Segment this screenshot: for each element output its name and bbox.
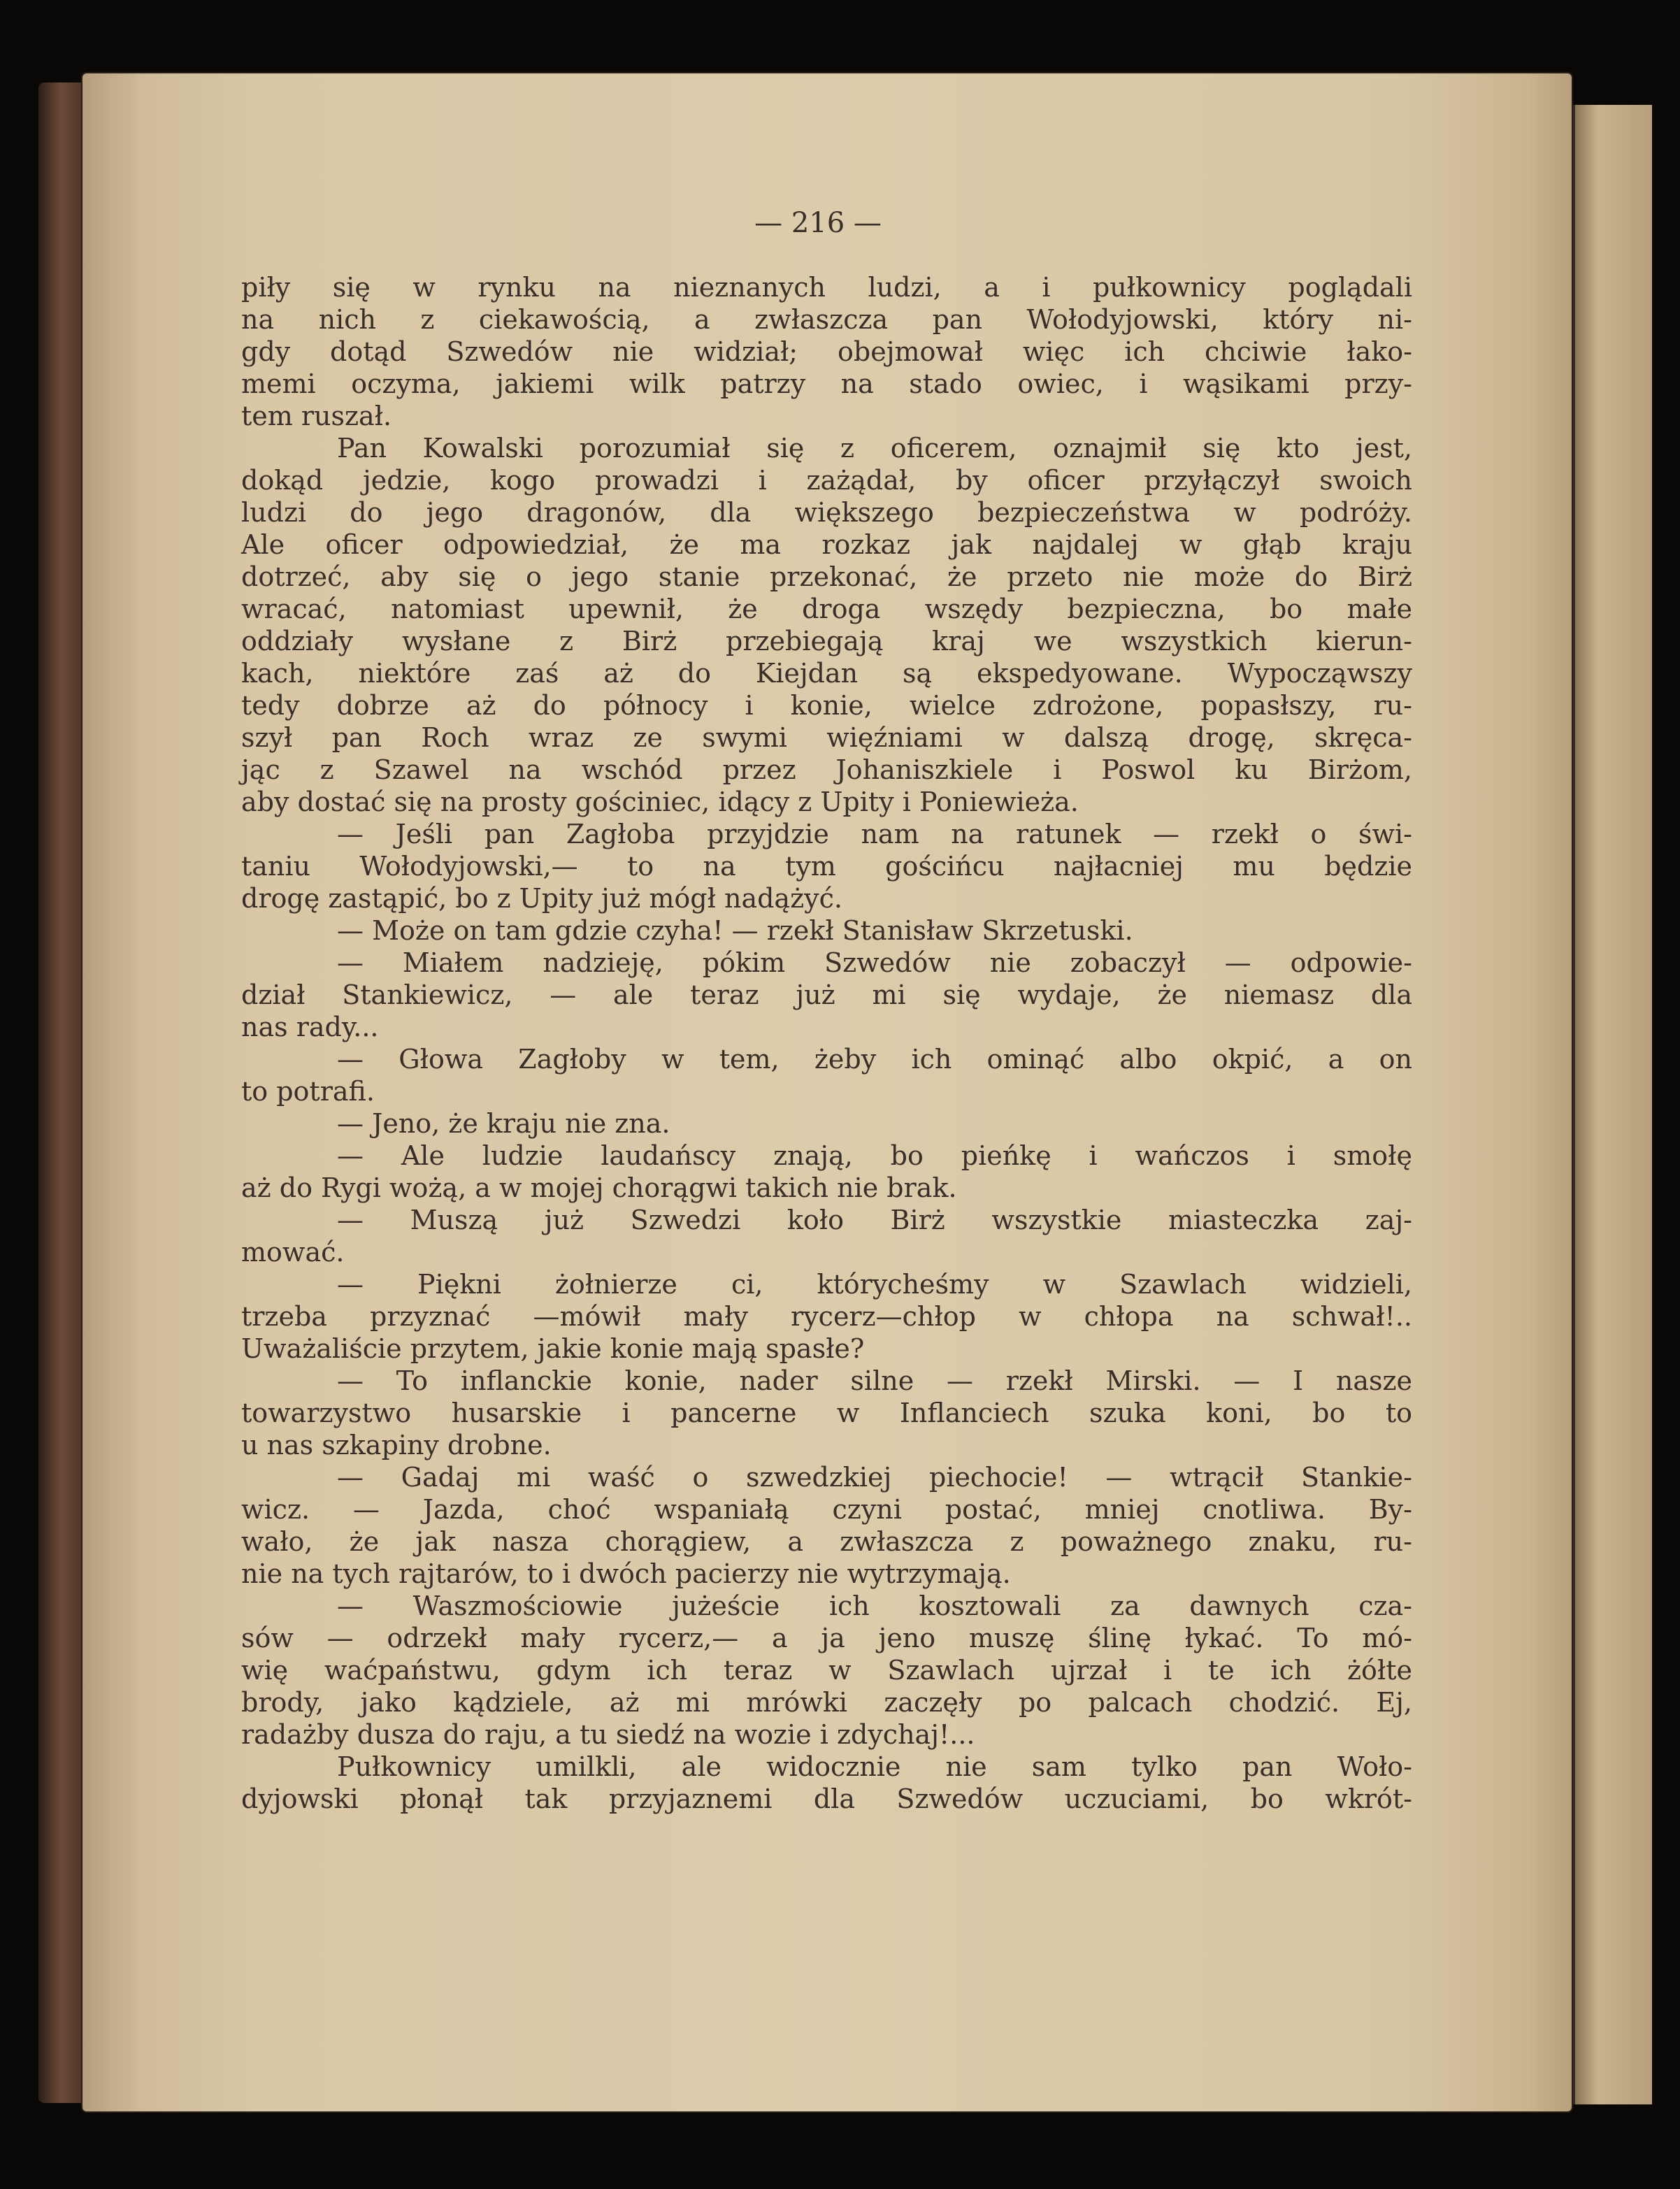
book-binding-edge bbox=[38, 82, 87, 2103]
text-line: trzeba przyznać —mówił mały rycerz—chłop w chłopa na schwał!.. bbox=[241, 1301, 1412, 1332]
text-line: sów — odrzekł mały rycerz,— a ja jeno muszę ślinę łykać. To mó- bbox=[241, 1623, 1412, 1653]
text-line: towarzystwo husarskie i pancerne w Inflanciech szuka koni, bo to bbox=[241, 1398, 1412, 1428]
text-line: — Waszmościowie jużeście ich kosztowali za dawnych cza- bbox=[337, 1591, 1412, 1621]
text-line: — Jeno, że kraju nie zna. bbox=[337, 1108, 670, 1139]
text-line: wicz. — Jazda, choć wspaniałą czyni postać, mniej cnotliwa. By- bbox=[241, 1494, 1412, 1525]
text-line: wracać, natomiast upewnił, że droga wszędy bezpieczna, bo małe bbox=[241, 594, 1412, 624]
text-line: dział Stankiewicz, — ale teraz już mi się wydaje, że niemasz dla bbox=[241, 979, 1412, 1010]
text-line: u nas szkapiny drobne. bbox=[241, 1430, 552, 1460]
text-line: tem ruszał. bbox=[241, 401, 392, 431]
text-line: Pułkownicy umilkli, ale widocznie nie sam tylko pan Woło- bbox=[337, 1751, 1412, 1782]
text-line: mować. bbox=[241, 1237, 345, 1268]
text-line: — Ale ludzie laudańscy znają, bo pieńkę i wańczos i smołę bbox=[337, 1140, 1412, 1171]
text-line: nie na tych rajtarów, to i dwóch pacierzy nie wytrzymają. bbox=[241, 1558, 1011, 1589]
text-line: nas rady... bbox=[241, 1012, 379, 1042]
text-line: jąc z Szawel na wschód przez Johaniszkiele i Poswol ku Birżom, bbox=[241, 754, 1412, 785]
text-line: — Głowa Zagłoby w tem, żeby ich ominąć albo okpić, a on bbox=[337, 1044, 1412, 1075]
facing-page-edge bbox=[1573, 105, 1652, 2104]
text-line: dotrzeć, aby się o jego stanie przekonać, że przeto nie może do Birż bbox=[241, 561, 1412, 592]
text-line: tedy dobrze aż do północy i konie, wielce zdrożone, popasłszy, ru- bbox=[241, 690, 1412, 721]
text-line: wało, że jak nasza chorągiew, a zwłaszcza z poważnego znaku, ru- bbox=[241, 1526, 1412, 1557]
text-line: wię waćpaństwu, gdym ich teraz w Szawlach ujrzał i te ich żółte bbox=[241, 1655, 1412, 1686]
text-line: oddziały wysłane z Birż przebiegają kraj we wszystkich kierun- bbox=[241, 626, 1412, 656]
text-line: Uważaliście przytem, jakie konie mają spasłe? bbox=[241, 1333, 865, 1364]
text-line: dokąd jedzie, kogo prowadzi i zażądał, by oficer przyłączył swoich bbox=[241, 465, 1412, 496]
text-line: dyjowski płonął tak przyjaznemi dla Szwedów uczuciami, bo wkrót- bbox=[241, 1784, 1412, 1814]
text-line: piły się w rynku na nieznanych ludzi, a i pułkownicy poglądali bbox=[241, 272, 1412, 303]
text-line: memi oczyma, jakiemi wilk patrzy na stado owiec, i wąsikami przy- bbox=[241, 368, 1412, 399]
text-line: — Może on tam gdzie czyha! — rzekł Stanisław Skrzetuski. bbox=[337, 915, 1133, 946]
text-line: — Muszą już Szwedzi koło Birż wszystkie miasteczka zaj- bbox=[337, 1205, 1412, 1235]
text-line: — Jeśli pan Zagłoba przyjdzie nam na ratunek — rzekł o świ- bbox=[337, 819, 1412, 849]
text-line: Pan Kowalski porozumiał się z oficerem, oznajmił się kto jest, bbox=[337, 433, 1412, 464]
text-line: kach, niektóre zaś aż do Kiejdan są ekspedyowane. Wypocząwszy bbox=[241, 658, 1412, 689]
text-line: ludzi do jego dragonów, dla większego bezpieczeństwa w podróży. bbox=[241, 497, 1412, 528]
text-line: Ale oficer odpowiedział, że ma rozkaz jak najdalej w głąb kraju bbox=[241, 529, 1412, 560]
text-line: brody, jako kądziele, aż mi mrówki zaczęły po palcach chodzić. Ej, bbox=[241, 1687, 1412, 1718]
text-line: aby dostać się na prosty gościniec, idący z Upity i Poniewieża. bbox=[241, 787, 1079, 817]
text-line: radażby dusza do raju, a tu siedź na wozie i zdychaj!... bbox=[241, 1719, 975, 1750]
text-line: gdy dotąd Szwedów nie widział; obejmował więc ich chciwie łako- bbox=[241, 336, 1412, 367]
page-number: — 216 — bbox=[754, 207, 882, 239]
text-line: — Piękni żołnierze ci, którycheśmy w Szawlach widzieli, bbox=[337, 1269, 1412, 1300]
text-line: aż do Rygi wożą, a w mojej chorągwi takich nie brak. bbox=[241, 1172, 957, 1203]
text-line: to potrafi. bbox=[241, 1076, 375, 1107]
text-lines bbox=[241, 271, 1412, 1815]
text-line: drogę zastąpić, bo z Upity już mógł nadążyć. bbox=[241, 883, 842, 914]
text-line: — To inflanckie konie, nader silne — rzekł Mirski. — I nasze bbox=[337, 1365, 1412, 1396]
text-line: szył pan Roch wraz ze swymi więźniami w dalszą drogę, skręca- bbox=[241, 722, 1412, 753]
text-line: taniu Wołodyjowski,— to na tym gościńcu najłacniej mu będzie bbox=[241, 851, 1412, 882]
text-line: — Miałem nadzieję, pókim Szwedów nie zobaczył — odpowie- bbox=[337, 947, 1412, 978]
text-line: — Gadaj mi waść o szwedzkiej piechocie! — wtrącił Stankie- bbox=[337, 1462, 1412, 1493]
text-line: na nich z ciekawością, a zwłaszcza pan Wołodyjowski, który ni- bbox=[241, 304, 1412, 335]
